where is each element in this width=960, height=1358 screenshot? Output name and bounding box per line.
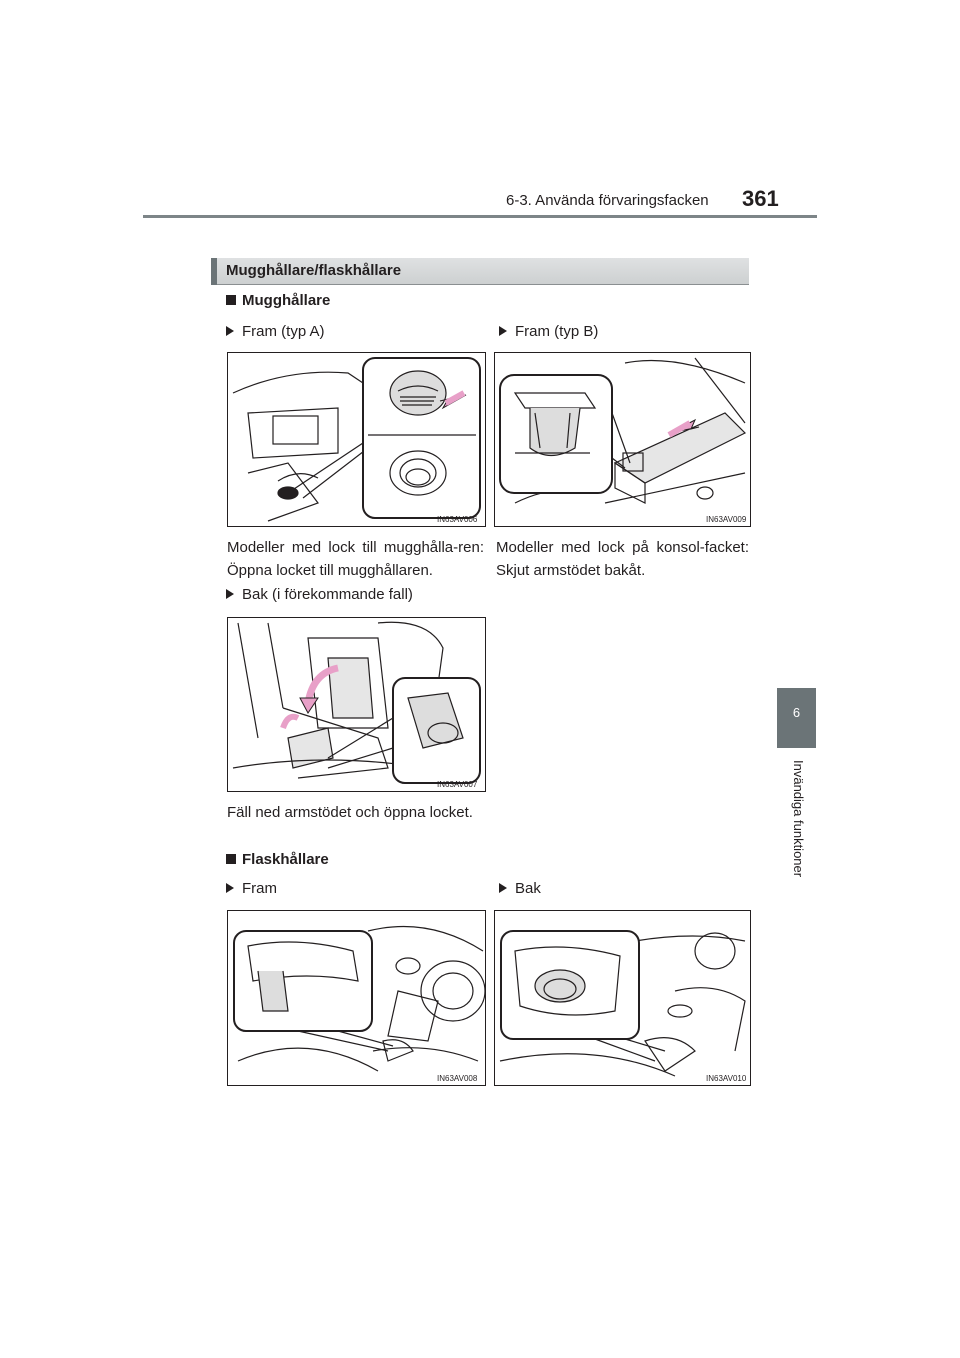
square-bullet-icon xyxy=(226,854,236,864)
rear-description: Fäll ned armstödet och öppna locket. xyxy=(227,804,473,821)
chapter-number: 6 xyxy=(792,705,801,720)
front-b-description: Modeller med lock på konsol-facket: Skjut armstödet bakåt. xyxy=(496,539,749,579)
figure-bottle-front xyxy=(227,910,486,1086)
figure-front-b xyxy=(494,352,751,527)
cup-holder-front-b-illustration xyxy=(495,353,750,526)
bottle-rear-label: Bak xyxy=(499,880,541,897)
section-title: Mugghållare/flaskhållare xyxy=(226,262,402,279)
triangle-bullet-icon xyxy=(226,326,234,336)
figure-rear xyxy=(227,617,486,792)
figure-code-bottle-front: IN63AV008 xyxy=(437,1074,478,1083)
page-number: 361 xyxy=(742,186,779,211)
header-rule xyxy=(143,215,817,218)
figure-code-front-b: IN63AV009 xyxy=(706,515,747,524)
cup-holder-heading: Mugghållare xyxy=(226,292,330,309)
triangle-bullet-icon xyxy=(499,883,507,893)
triangle-bullet-icon xyxy=(226,883,234,893)
triangle-bullet-icon xyxy=(499,326,507,336)
bottle-holder-heading: Flaskhållare xyxy=(226,851,329,868)
figure-code-bottle-rear: IN63AV010 xyxy=(706,1074,747,1083)
bottle-front-label: Fram xyxy=(226,880,277,897)
front-b-label: Fram (typ B) xyxy=(499,323,598,340)
figure-code-front-a: IN63AV006 xyxy=(437,515,478,524)
figure-front-a xyxy=(227,352,486,527)
cup-holder-rear-illustration xyxy=(228,618,485,791)
bottle-holder-rear-illustration xyxy=(495,911,750,1085)
chapter-label: Invändiga funktioner xyxy=(791,760,806,878)
triangle-bullet-icon xyxy=(226,589,234,599)
section-breadcrumb: 6-3. Använda förvaringsfacken xyxy=(506,192,709,209)
section-title-accent xyxy=(211,258,217,285)
square-bullet-icon xyxy=(226,295,236,305)
rear-label: Bak (i förekommande fall) xyxy=(226,586,413,603)
front-a-description: Modeller med lock till mugghålla-ren: Öppna locket till mugghållaren. xyxy=(227,539,484,579)
figure-bottle-rear xyxy=(494,910,751,1086)
bottle-holder-front-illustration xyxy=(228,911,485,1085)
front-a-label: Fram (typ A) xyxy=(226,323,325,340)
cup-holder-front-a-illustration xyxy=(228,353,485,526)
figure-code-rear: IN63AV007 xyxy=(437,780,478,789)
